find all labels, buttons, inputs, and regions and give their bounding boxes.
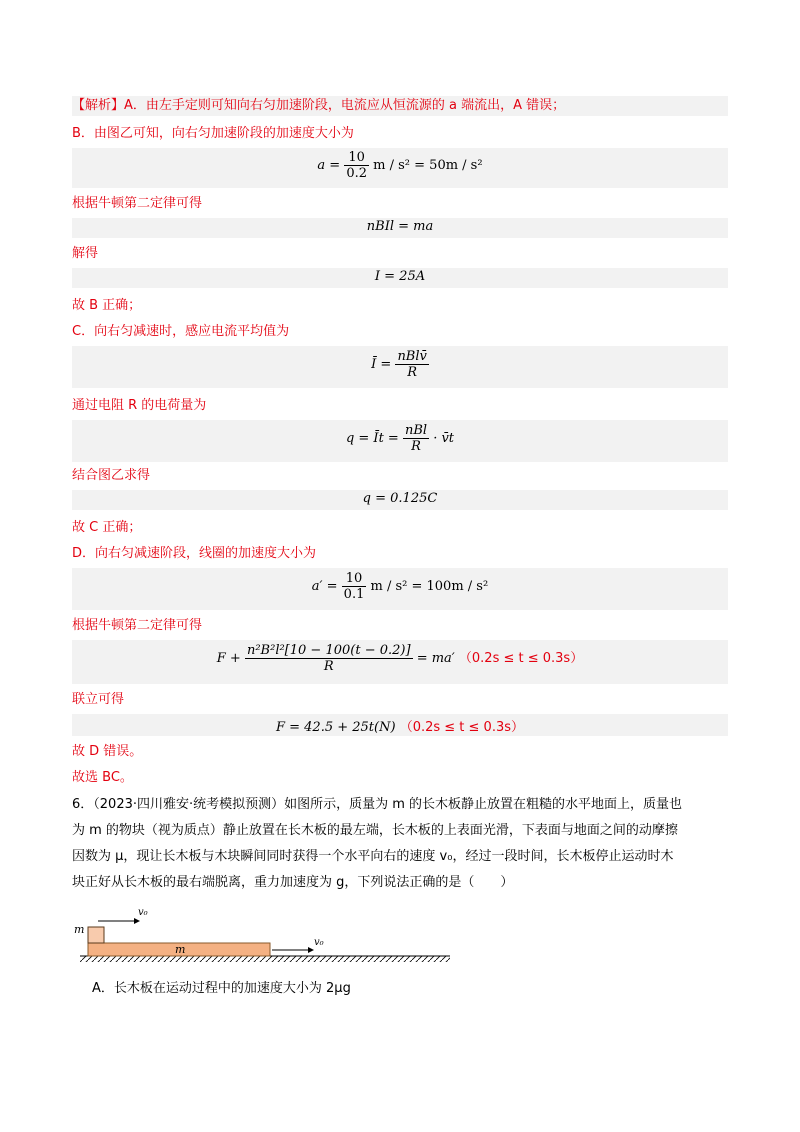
block-mass-label: m bbox=[74, 923, 85, 936]
eq5-fraction bbox=[403, 423, 429, 454]
block-velocity-label: v₀ bbox=[138, 907, 148, 918]
question6-line2: 为 m 的物块（视为质点）静止放置在长木板的最左端，长木板的上表面光滑，下表面与地面之间的动摩擦 bbox=[72, 823, 678, 838]
eq7-denominator: 0.1 bbox=[343, 587, 365, 602]
analysis-text-11: 故选 BC。 bbox=[72, 770, 133, 785]
analysis-text-10: 故 D 错误。 bbox=[72, 744, 143, 759]
equation-acceleration-1 bbox=[72, 148, 728, 188]
analysis-text-4: 故 B 正确； bbox=[72, 298, 142, 313]
eq5-rhs: · v̄t bbox=[433, 431, 455, 446]
eq1-rhs: m / s² = 50m / s² bbox=[373, 158, 483, 173]
question6-line3: 因数为 μ，现让长木板与木块瞬间同时获得一个水平向右的速度 v₀，经过一段时间，长木板停止运动时木 bbox=[72, 849, 674, 864]
eq9-text: F = 42.5 + 25t(N) bbox=[275, 720, 396, 735]
equation-force-result bbox=[72, 714, 728, 736]
equation-charge bbox=[72, 420, 728, 462]
analysis-line-a-text: 【解析】A．由左手定则可知向右匀加速阶段，电流应从恒流源的 a 端流出，A 错误； bbox=[72, 98, 566, 113]
analysis-line-c: C．向右匀减速时，感应电流平均值为 bbox=[72, 324, 290, 339]
equation-force-balance bbox=[72, 218, 728, 238]
analysis-text-9: 联立可得 bbox=[72, 692, 125, 707]
eq5-denominator: R bbox=[411, 439, 421, 454]
eq9-condition: （0.2s ≤ t ≤ 0.3s） bbox=[399, 720, 525, 735]
analysis-text-8: 根据牛顿第二定律可得 bbox=[72, 618, 203, 633]
option-a: A．长木板在运动过程中的加速度大小为 2μg bbox=[92, 981, 351, 996]
ground-hatching bbox=[80, 956, 450, 962]
board-velocity-label: v₀ bbox=[314, 937, 324, 948]
eq5-numerator: nBl bbox=[404, 423, 428, 438]
question6-line1: 6．（2023·四川雅安·统考模拟预测）如图所示，质量为 m 的长木板静止放置在粗糙的水平地面上，质量也 bbox=[72, 797, 683, 812]
eq7-lhs: a′ = bbox=[311, 579, 338, 594]
equation-charge-value bbox=[72, 490, 728, 510]
equation-force-time bbox=[72, 640, 728, 684]
eq8-condition: （0.2s ≤ t ≤ 0.3s） bbox=[458, 651, 584, 666]
eq5-lhs: q = Īt = bbox=[345, 431, 399, 446]
eq4-fraction bbox=[395, 349, 428, 380]
analysis-text-2: 根据牛顿第二定律可得 bbox=[72, 196, 203, 211]
analysis-line-d: D．向右匀减速阶段，线圈的加速度大小为 bbox=[72, 546, 317, 561]
eq8-lhs: F + bbox=[216, 651, 241, 666]
analysis-text-5: 通过电阻 R 的电荷量为 bbox=[72, 398, 207, 413]
analysis-line-b: B．由图乙可知，向右匀加速阶段的加速度大小为 bbox=[72, 126, 354, 141]
eq1-numerator: 10 bbox=[344, 150, 369, 166]
eq4-numerator: nBlv̄ bbox=[397, 349, 427, 364]
analysis-text-3: 解得 bbox=[72, 246, 99, 261]
eq8-numerator: n²B²l²[10 − 100(t − 0.2)] bbox=[246, 643, 411, 658]
block-velocity-arrowhead bbox=[134, 918, 140, 924]
eq8-rhs: = ma′ bbox=[416, 651, 455, 666]
question6-line4: 块正好从长木板的最右端脱离，重力加速度为 g，下列说法正确的是（ ） bbox=[72, 875, 514, 890]
eq6-text: q = 0.125C bbox=[362, 491, 438, 506]
eq3-text: I = 25A bbox=[374, 269, 426, 284]
board-mass-label: m bbox=[175, 943, 186, 956]
equation-current bbox=[72, 268, 728, 288]
eq1-fraction bbox=[344, 150, 369, 181]
eq8-fraction bbox=[245, 643, 413, 674]
equation-average-current bbox=[72, 346, 728, 388]
eq2-text: nBIl = ma bbox=[366, 219, 434, 234]
equation-acceleration-2 bbox=[72, 568, 728, 610]
analysis-text-6: 结合图乙求得 bbox=[72, 468, 151, 483]
analysis-text-7: 故 C 正确； bbox=[72, 520, 142, 535]
eq8-denominator: R bbox=[323, 659, 334, 674]
eq7-numerator: 10 bbox=[342, 571, 367, 587]
board-block-figure bbox=[70, 900, 460, 970]
analysis-line-a bbox=[72, 96, 728, 116]
eq1-lhs: a = bbox=[317, 158, 341, 173]
eq1-denominator: 0.2 bbox=[346, 166, 368, 181]
eq4-lhs: Ī = bbox=[371, 357, 392, 372]
small-block bbox=[88, 927, 104, 943]
eq7-rhs: m / s² = 100m / s² bbox=[370, 579, 489, 594]
eq4-denominator: R bbox=[407, 365, 418, 380]
eq7-fraction bbox=[342, 571, 367, 602]
